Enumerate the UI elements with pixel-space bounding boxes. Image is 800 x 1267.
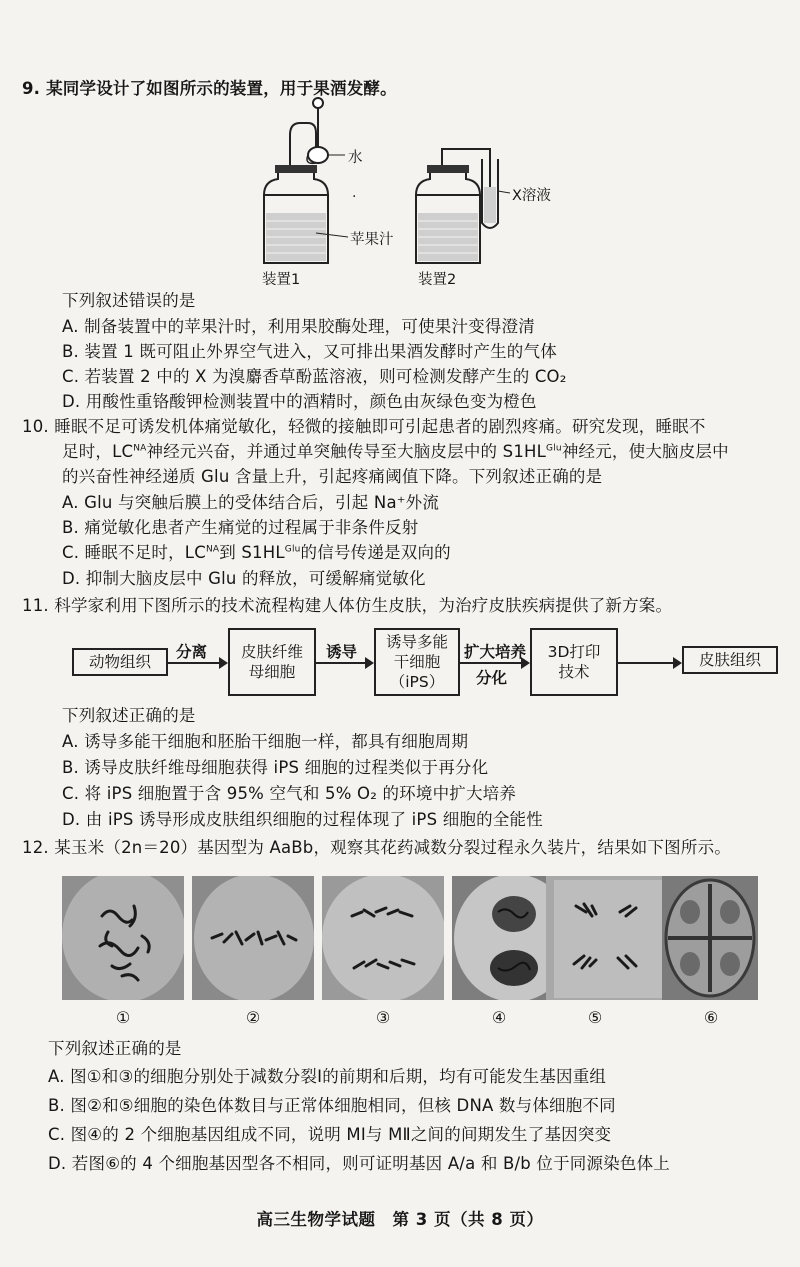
label-water: 水	[348, 150, 363, 166]
q11-option-a: A. 诱导多能干细胞和胚胎干细胞一样，都具有细胞周期	[62, 732, 469, 751]
flow-label-separate: 分离	[176, 643, 208, 661]
q11-option-d: D. 由 iPS 诱导形成皮肤组织细胞的过程体现了 iPS 细胞的全能性	[62, 810, 543, 829]
q12-option-c: C. 图④的 2 个细胞基因组成不同，说明 MⅠ与 MⅡ之间的间期发生了基因突变	[48, 1125, 612, 1144]
micrograph-3-caption: ③	[375, 1008, 391, 1027]
q12-stem: 12. 某玉米（2n＝20）基因型为 AaBb，观察其花药减数分裂过程永久装片，结果如下图所示。	[22, 838, 731, 857]
micrograph-2	[192, 876, 314, 1000]
q11-option-c: C. 将 iPS 细胞置于含 95% 空气和 5% O₂ 的环境中扩大培养	[62, 784, 517, 803]
q10-option-d: D. 抑制大脑皮层中 Glu 的释放，可缓解痛觉敏化	[62, 569, 426, 588]
label-device2: 装置2	[418, 272, 457, 288]
q10-stem-line1: 10. 睡眠不足可诱发机体痛觉敏化，轻微的接触即可引起患者的剧烈疼痛。研究发现，睡眠不	[22, 417, 706, 436]
label-device1: 装置1	[262, 272, 301, 288]
micrograph-6	[662, 876, 758, 1000]
q11-lead: 下列叙述正确的是	[62, 706, 196, 725]
micrograph-5	[546, 876, 668, 1000]
flow-arrow-3	[460, 662, 528, 664]
flow-arrow-4	[618, 662, 680, 664]
page-footer: 高三生物学试题 第 3 页（共 8 页）	[256, 1210, 544, 1229]
q12-option-a: A. 图①和③的细胞分别处于减数分裂Ⅰ的前期和后期，均有可能发生基因重组	[48, 1067, 607, 1086]
q12-option-d: D. 若图⑥的 4 个细胞基因型各不相同，则可证明基因 A/a 和 B/b 位于同源染色体上	[48, 1154, 670, 1173]
flow-box-ips: 诱导多能 干细胞 （iPS）	[374, 628, 460, 696]
micrograph-4-caption: ④	[491, 1008, 507, 1027]
label-apple-juice: 苹果汁	[350, 232, 394, 248]
micrograph-3	[322, 876, 444, 1000]
q9-stem: 9. 某同学设计了如图所示的装置，用于果酒发酵。	[22, 79, 397, 98]
q10-stem-line2: 足时，$LC^{NA}$神经元兴奋，并通过单突触传导至大脑皮层中的 $S1HL^{Glu}$神经元，使大脑皮层中	[62, 442, 729, 461]
device2-bottle	[416, 149, 510, 263]
flow-box-skin-tissue: 皮肤组织	[682, 646, 778, 674]
q12-option-b: B. 图②和⑤细胞的染色体数目与正常体细胞相同，但核 DNA 数与体细胞不同	[48, 1096, 616, 1115]
micrograph-6-caption: ⑥	[703, 1008, 719, 1027]
q9-option-c: C. 若装置 2 中的 X 为溴麝香草酚蓝溶液，则可检测发酵产生的 CO₂	[62, 367, 567, 386]
q10-option-b: B. 痛觉敏化患者产生痛觉的过程属于非条件反射	[62, 518, 419, 537]
q12-lead: 下列叙述正确的是	[48, 1039, 182, 1058]
flow-arrow-2	[316, 662, 372, 664]
q9-option-d: D. 用酸性重铬酸钾检测装置中的酒精时，颜色由灰绿色变为橙色	[62, 392, 537, 411]
flow-box-3d-printing: 3D打印 技术	[530, 628, 618, 696]
micrograph-1-caption: ①	[115, 1008, 131, 1027]
q9-option-b: B. 装置 1 既可阻止外界空气进入，又可排出果酒发酵时产生的气体	[62, 342, 557, 361]
flow-box-fibroblast: 皮肤纤维 母细胞	[228, 628, 316, 696]
micrograph-5-caption: ⑤	[587, 1008, 603, 1027]
svg-text:·: ·	[352, 189, 357, 205]
flow-label-differentiate: 分化	[476, 669, 508, 687]
q11-option-b: B. 诱导皮肤纤维母细胞获得 iPS 细胞的过程类似于再分化	[62, 758, 489, 777]
label-x-solution: X溶液	[512, 188, 551, 204]
q9-lead: 下列叙述错误的是	[62, 291, 196, 310]
q10-option-a: A. Glu 与突触后膜上的受体结合后，引起 Na⁺外流	[62, 493, 440, 512]
q10-stem-line3: 的兴奋性神经递质 Glu 含量上升，引起疼痛阈值下降。下列叙述正确的是	[62, 467, 603, 486]
flow-label-expand: 扩大培养	[464, 643, 527, 661]
device1-bottle	[264, 98, 348, 263]
flow-arrow-1	[168, 662, 226, 664]
flow-box-animal-tissue: 动物组织	[72, 648, 168, 676]
micrograph-2-caption: ②	[245, 1008, 261, 1027]
q9-option-a: A. 制备装置中的苹果汁时，利用果胶酶处理，可使果汁变得澄清	[62, 317, 535, 336]
q11-stem: 11. 科学家利用下图所示的技术流程构建人体仿生皮肤，为治疗皮肤疾病提供了新方案。	[22, 596, 673, 615]
micrograph-1	[62, 876, 184, 1000]
q10-option-c: C. 睡眠不足时，$LC^{NA}$到 $S1HL^{Glu}$的信号传递是双向的	[62, 543, 451, 562]
flow-label-induce: 诱导	[326, 643, 358, 661]
